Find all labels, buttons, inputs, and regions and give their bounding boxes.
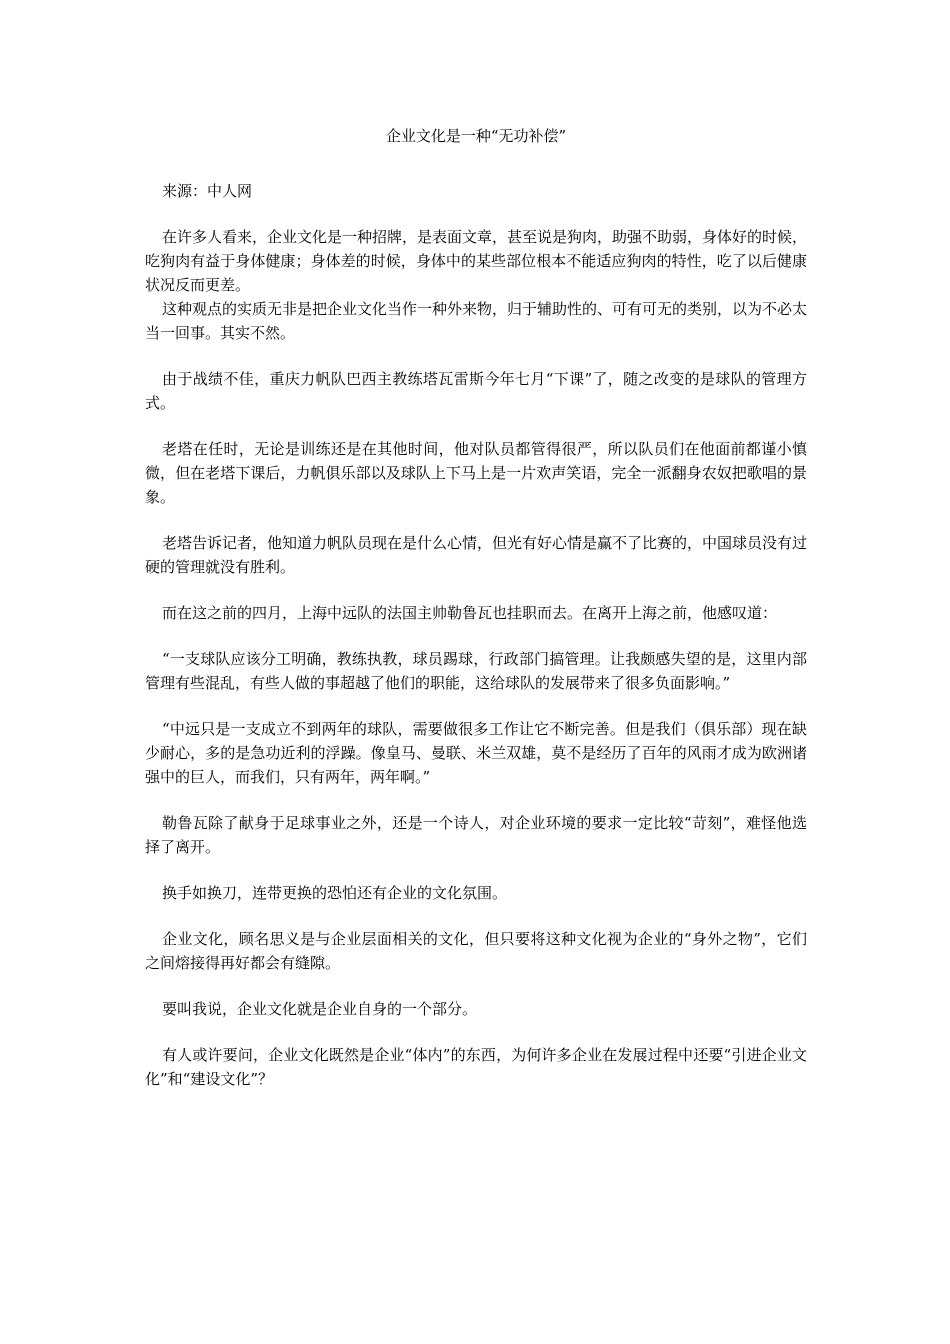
document-source: 来源：中人网 bbox=[162, 182, 253, 200]
document-title: 企业文化是一种“无功补偿” bbox=[385, 127, 567, 145]
paragraph: 要叫我说，企业文化就是企业自身的一个部分。 bbox=[162, 1000, 478, 1018]
paragraph: 老塔告诉记者，他知道力帆队员现在是什么心情，但光有好心情是赢不了比赛的，中国球员没有过硬的管理就没有胜利。 bbox=[145, 534, 808, 576]
paragraph: 而在这之前的四月，上海中远队的法国主帅勒鲁瓦也挂职而去。在离开上海之前，他感叹道： bbox=[162, 604, 778, 622]
paragraph: 换手如换刀，连带更换的恐怕还有企业的文化氛围。 bbox=[162, 884, 508, 902]
paragraph: 有人或许要问，企业文化既然是企业“体内”的东西，为何许多企业在发展过程中还要“引进企业文化”和“建设文化”？ bbox=[145, 1046, 807, 1088]
paragraph: “一支球队应该分工明确，教练执教，球员踢球，行政部门搞管理。让我颇感失望的是，这里内部管理有些混乱，有些人做的事超越了他们的职能，这给球队的发展带来了很多负面影响。” bbox=[145, 650, 807, 692]
paragraph: 由于战绩不佳，重庆力帆队巴西主教练塔瓦雷斯今年七月“下课”了，随之改变的是球队的管理方式。 bbox=[145, 370, 807, 412]
paragraph: 勒鲁瓦除了献身于足球事业之外，还是一个诗人，对企业环境的要求一定比较“苛刻”，难怪他选择了离开。 bbox=[145, 814, 807, 856]
paragraph: “中远只是一支成立不到两年的球队，需要做很多工作让它不断完善。但是我们（俱乐部）现在缺少耐心，多的是急功近利的浮躁。像皇马、曼联、米兰双雄，莫不是经历了百年的风雨才成为欧洲诸强中的巨人，而我们，只有两年，两年啊。” bbox=[145, 720, 807, 786]
document-body bbox=[145, 124, 807, 1091]
paragraph: 企业文化，顾名思义是与企业层面相关的文化，但只要将这种文化视为企业的“身外之物”，它们之间熔接得再好都会有缝隙。 bbox=[145, 930, 807, 972]
paragraph: 在许多人看来，企业文化是一种招牌，是表面文章，甚至说是狗肉，助强不助弱，身体好的时候，吃狗肉有益于身体健康；身体差的时候，身体中的某些部位根本不能适应狗肉的特性，吃了以后健康状况反而更差。 bbox=[145, 228, 808, 294]
paragraph: 老塔在任时，无论是训练还是在其他时间，他对队员都管得很严，所以队员们在他面前都谨小慎微，但在老塔下课后，力帆俱乐部以及球队上下马上是一片欢声笑语，完全一派翻身农奴把歌唱的景象。 bbox=[145, 440, 807, 506]
paragraph: 这种观点的实质无非是把企业文化当作一种外来物，归于辅助性的、可有可无的类别，以为不必太当一回事。其实不然。 bbox=[145, 300, 808, 342]
